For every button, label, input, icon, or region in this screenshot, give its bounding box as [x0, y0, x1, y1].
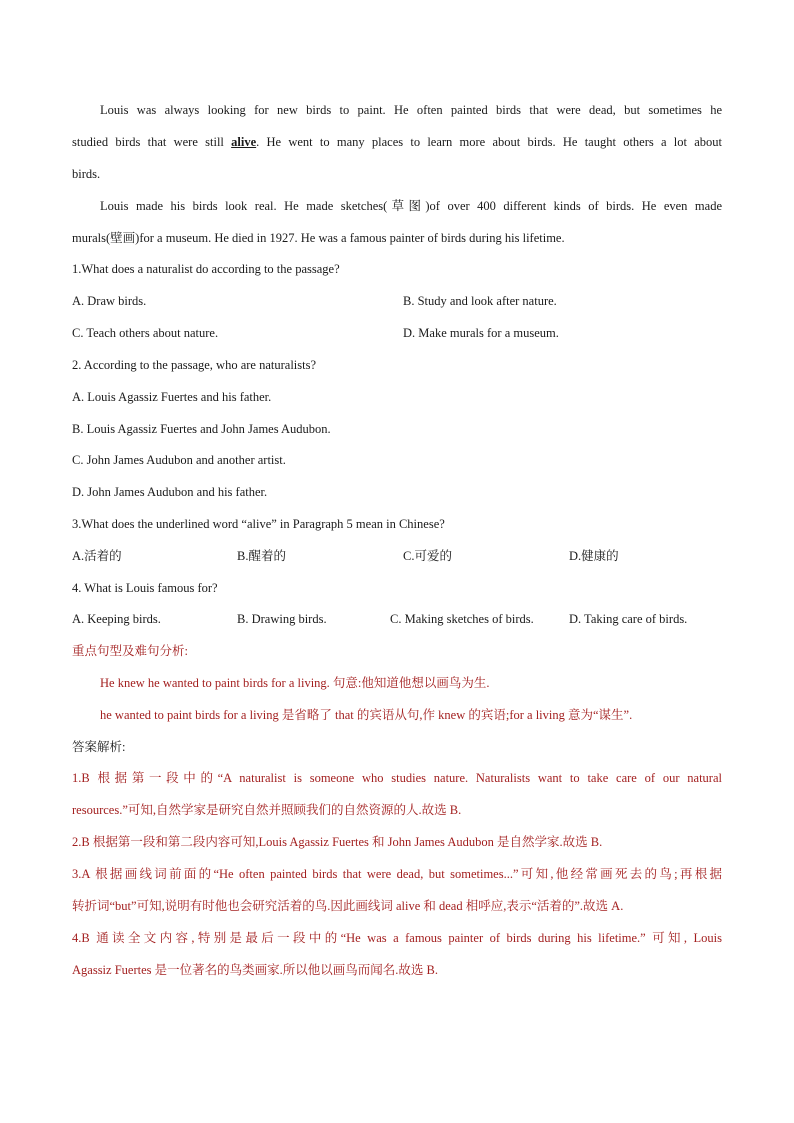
passage-text: studied birds that were still — [72, 135, 232, 149]
q4-option-d: D. Taking care of birds. — [569, 612, 688, 626]
q1-option-d: D. Make murals for a museum. — [403, 326, 559, 340]
passage-p1-line3: birds. — [72, 167, 101, 181]
q2-option-c: C. John James Audubon and another artist. — [72, 453, 286, 467]
passage-p1-line1: Louis was always looking for new birds to paint. He often painted birds that were dead, but sometimes he — [100, 103, 722, 117]
q4-option-c: C. Making sketches of birds. — [390, 612, 534, 626]
q1-option-c: C. Teach others about nature. — [72, 326, 219, 340]
passage-p2-line1: Louis made his birds look real. He made sketches(草图)of over 400 different kinds of birds. He even made — [100, 199, 722, 213]
q2-option-d: D. John James Audubon and his father. — [72, 485, 268, 499]
passage-p1-line2 — [72, 134, 722, 150]
analysis-line-1: He knew he wanted to paint birds for a living. 句意:他知道他想以画鸟为生. — [100, 676, 490, 690]
q2-option-a: A. Louis Agassiz Fuertes and his father. — [72, 390, 272, 404]
question-3-stem: 3.What does the underlined word “alive” in Paragraph 5 mean in Chinese? — [72, 517, 445, 531]
underlined-word-alive: alive — [231, 135, 257, 149]
analysis-heading: 重点句型及难句分析: — [72, 644, 188, 658]
answer-4-line2: Agassiz Fuertes 是一位著名的鸟类画家.所以他以画鸟而闻名.故选 B. — [72, 963, 438, 977]
question-2-stem: 2. According to the passage, who are naturalists? — [72, 358, 317, 372]
question-4-stem: 4. What is Louis famous for? — [72, 581, 218, 595]
q3-option-b: B.醒着的 — [237, 549, 286, 563]
q3-option-d: D.健康的 — [569, 549, 619, 563]
q4-option-b: B. Drawing birds. — [237, 612, 327, 626]
q2-option-b: B. Louis Agassiz Fuertes and John James Audubon. — [72, 422, 331, 436]
q3-option-c: C.可爱的 — [403, 549, 452, 563]
answer-4-line1: 4.B 通读全文内容,特别是最后一段中的“He was a famous painter of birds during his lifetime.” 可知, Louis — [72, 931, 722, 945]
question-1-stem: 1.What does a naturalist do according to the passage? — [72, 262, 340, 276]
answer-1-line2: resources.”可知,自然学家是研究自然并照顾我们的自然资源的人.故选 B. — [72, 803, 462, 817]
answers-heading: 答案解析: — [72, 740, 126, 754]
answer-3-line2: 转折词“but”可知,说明有时他也会研究活着的鸟.因此画线词 alive 和 dead 相呼应,表示“活着的”.故选 A. — [72, 899, 624, 913]
passage-p2-line2: murals(壁画)for a museum. He died in 1927. He was a famous painter of birds during his lifetime. — [72, 231, 565, 245]
answer-1-line1: 1.B 根据第一段中的“A naturalist is someone who studies nature. Naturalists want to take care of our natural — [72, 771, 722, 785]
answer-2: 2.B 根据第一段和第二段内容可知,Louis Agassiz Fuertes 和 John James Audubon 是自然学家.故选 B. — [72, 835, 603, 849]
passage-text: . He went to many places to learn more about birds. He taught others a lot about — [256, 135, 722, 149]
q4-option-a: A. Keeping birds. — [72, 612, 161, 626]
q3-option-a: A.活着的 — [72, 549, 122, 563]
q1-option-a: A. Draw birds. — [72, 294, 147, 308]
answer-3-line1: 3.A 根据画线词前面的“He often painted birds that were dead, but sometimes...”可知,他经常画死去的鸟;再根据 — [72, 867, 722, 881]
q1-option-b: B. Study and look after nature. — [403, 294, 557, 308]
analysis-line-2: he wanted to paint birds for a living 是省略了 that 的宾语从句,作 knew 的宾语;for a living 意为“谋生”. — [100, 708, 633, 722]
